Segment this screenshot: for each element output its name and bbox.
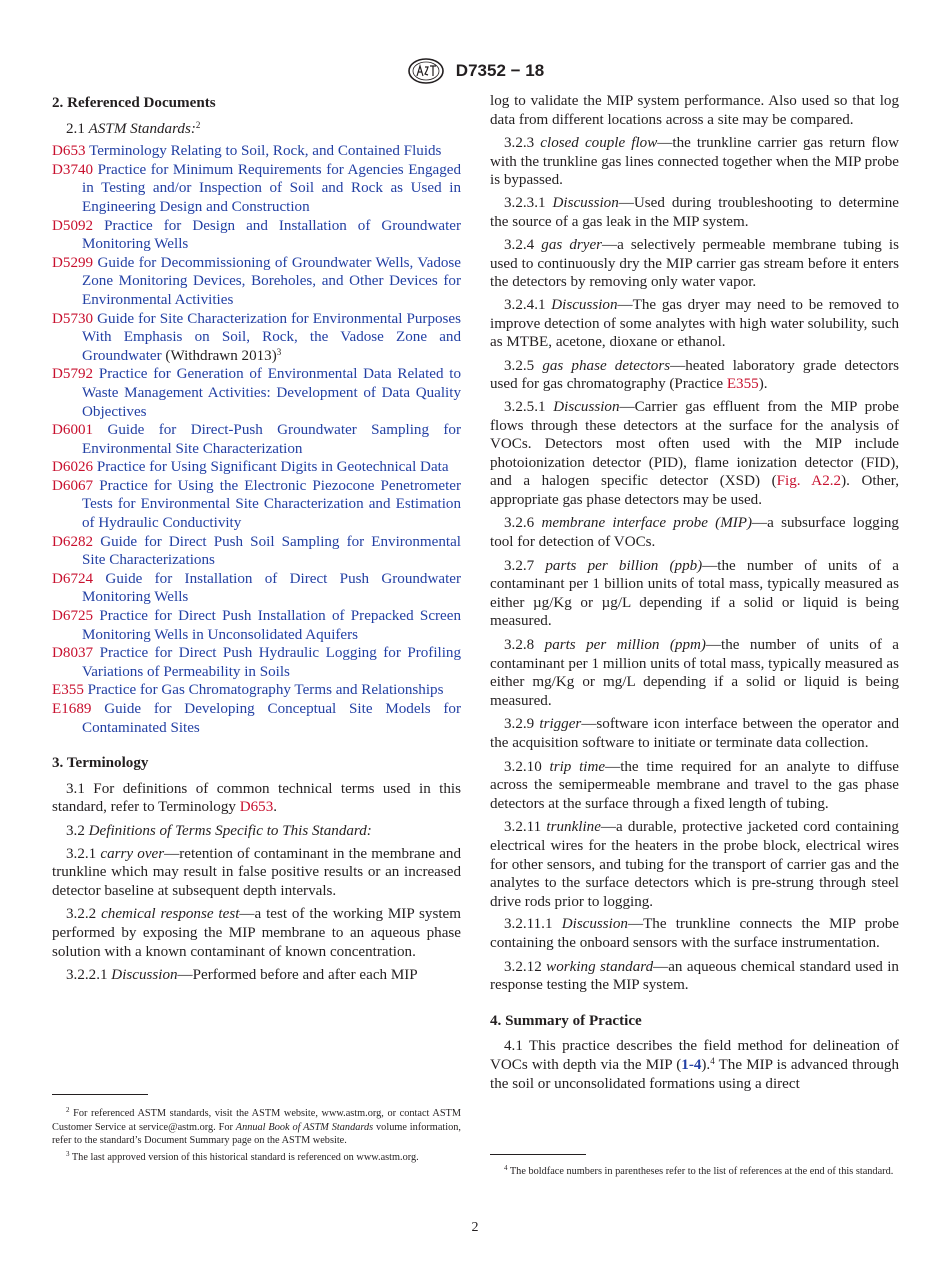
standard-designation: D7352 − 18 (455, 61, 545, 80)
reference-item (52, 421, 461, 458)
definition-3-2-2-1-continued: log to validate the MIP system performance. Also used so that log data from different locations across a site may be compared. (490, 93, 899, 128)
right-column (490, 92, 899, 1097)
footnote-mark: 4 (710, 1055, 715, 1066)
reference-code-link[interactable]: E1689 (52, 701, 92, 717)
definition-3-2-5-1: 3.2.5.1 Discussion—Carrier gas effluent from the MIP probe flows through these detectors at the surface for the analysis of VOCs. Detectors most often used with the MIP include photoionization detector (PID), flame ionization detector (FID), and a halogen specific detector (XSD) (Fig. A2.2). Other, appropriate gas phase detectors may be used. (490, 398, 899, 508)
page-number: 2 (471, 1220, 479, 1235)
footnote-2: $^2$ For referenced ASTM standards, visit the ASTM website, www.astm.org, or contact ASTM Customer Service at service@astm.org. For Annual Book of ASTM Standards volume information, refer to the standard’s Document Summary page on the ASTM website. (52, 1106, 462, 1146)
withdrawn-note: (Withdrawn 2013) (165, 347, 277, 364)
definition-3-2-2: 3.2.2 chemical response test—a test of the working MIP system performed by exposing the MIP membrane to an aqueous phase solution with a known contaminant of known concentration. (52, 906, 461, 960)
reference-title-link[interactable]: Practice for Design and Installation of Groundwater Monitoring Wells (82, 217, 462, 253)
footnote-4: $^4$ The boldface numbers in parentheses refer to the list of references at the end of this standard. (504, 1164, 894, 1177)
reference-item (52, 458, 461, 477)
reference-code-link[interactable]: D6724 (52, 570, 94, 587)
reference-code-link[interactable]: D8037 (52, 645, 94, 662)
left-column (52, 92, 461, 989)
section-heading-summary-of-practice: 4. Summary of Practice (490, 1012, 642, 1029)
definition-3-2-9: 3.2.9 trigger—software icon interface between the operator and the acquisition software to initiate or terminate data collection. (490, 716, 899, 751)
footnote-divider (490, 1154, 586, 1155)
practice-e355-link[interactable]: E355 (726, 376, 759, 393)
definition-3-2-4-1: 3.2.4.1 Discussion—The gas dryer may need to be removed to improve detection of some analytes with high water solubility, such as MTBE, acetone, dioxane or ethanol. (490, 296, 899, 351)
reference-code-link[interactable]: D5792 (52, 366, 94, 383)
reference-title-link[interactable]: Practice for Direct Push Hydraulic Logging for Profiling Variations of Permeability in Soils (82, 645, 461, 680)
terminology-link[interactable]: D653 (239, 799, 274, 816)
reference-code-link[interactable]: E355 (52, 682, 84, 699)
reference-item (52, 142, 461, 161)
reference-item (52, 644, 461, 681)
paragraph-4-1: 4.1 This practice describes the field method for delineation of VOCs with depth via the MIP (1-4).$^4$ The MIP is advanced through the soil or unconsolidated formations using a direct (490, 1038, 899, 1092)
reference-item (52, 310, 461, 366)
definition-3-2-3: 3.2.3 closed couple flow—the trunkline carrier gas return flow with the trunkline gas lines connected together when the MIP probe is bypassed. (490, 135, 900, 189)
reference-item (52, 161, 461, 217)
reference-title-link[interactable]: Practice for Generation of Environmental Data Related to Waste Management Activities: Development of Data Quality Objectives (82, 366, 461, 420)
definition-3-2-7: 3.2.7 parts per billion (ppb)—the number of units of a contaminant per 1 billion units of total mass, typically measured as either µg/Kg or µg/L depending if a solid or liquid is being measured. (490, 557, 899, 630)
reference-code-link[interactable]: D5092 (52, 217, 94, 234)
reference-item (52, 254, 461, 310)
definition-3-2-3-1: 3.2.3.1 Discussion—Used during troubleshooting to determine the source of a gas leak in the MIP system. (490, 194, 899, 230)
reference-title-link[interactable]: Guide for Direct-Push Groundwater Sampling for Environmental Site Characterization (82, 422, 461, 457)
reference-title-link[interactable]: Practice for Direct Push Installation of Prepacked Screen Monitoring Wells in Unconsolidated Aquifers (82, 608, 461, 643)
reference-item (52, 700, 461, 737)
footnote-mark: 3 (276, 346, 282, 357)
definition-3-2-1: 3.2.1 carry over—retention of contaminant in the membrane and trunkline which may result in false positive results or an increased detector baseline at subsequent depth intervals. (52, 845, 461, 899)
footnotes-left (52, 1104, 461, 1164)
definition-3-2-11-1: 3.2.11.1 Discussion—The trunkline connects the MIP probe containing the onboard sensors with the surface instrumentation. (490, 916, 899, 951)
definition-3-2-5: 3.2.5 gas phase detectors—heated laboratory grade detectors used for gas chromatography (Practice E355). (490, 357, 900, 393)
reference-title-link[interactable]: Terminology Relating to Soil, Rock, and Contained Fluids (89, 143, 442, 160)
reference-title-link[interactable]: Practice for Gas Chromatography Terms and Relationships (87, 682, 444, 699)
definition-3-2-8: 3.2.8 parts per million (ppm)—the number of units of a contaminant per 1 million units of total mass, typically measured as either mg/Kg or mg/L depending if a solid or liquid is being measured. (490, 637, 899, 709)
reference-title-link[interactable]: Guide for Direct Push Soil Sampling for Environmental Site Characterizations (82, 533, 461, 569)
reference-code-link[interactable]: D6282 (52, 533, 94, 550)
reference-title-link[interactable]: Practice for Using Significant Digits in Geotechnical Data (96, 459, 449, 476)
reference-item (52, 365, 461, 421)
reference-range-link[interactable]: 1-4 (681, 1056, 702, 1073)
reference-code-link[interactable]: D6026 (52, 459, 94, 476)
reference-title-link[interactable]: Guide for Site Characterization for Environmental Purposes With Emphasis on Soil, Rock, the Vadose Zone and Groundwater (82, 310, 461, 364)
reference-code-link[interactable]: D6001 (52, 422, 94, 439)
reference-item (52, 533, 461, 570)
paragraph-3-2: 3.2 Definitions of Terms Specific to This Standard: (66, 822, 372, 839)
section-heading-terminology: 3. Terminology (52, 755, 149, 772)
definition-3-2-11: 3.2.11 trunkline—a durable, protective jacketed cord containing electrical wires for the heaters in the probe block, electrical wires for other sensors, and tubing for the transport of carrier gas and the analytes to the surface detectors which is pre-strung through steel drive rods prior to logging. (490, 819, 899, 910)
reference-item (52, 607, 461, 644)
definition-3-2-12: 3.2.12 working standard—an aqueous chemical standard used in response testing the MIP system. (490, 958, 899, 994)
footnote-divider (52, 1094, 148, 1095)
reference-code-link[interactable]: D5299 (52, 254, 94, 271)
reference-code-link[interactable]: D653 (52, 143, 86, 160)
reference-title-link[interactable]: Guide for Decommissioning of Groundwater Wells, Vadose Zone Monitoring Devices, Boreholes, and Other Devices for Environmental Activities (82, 254, 461, 308)
reference-code-link[interactable]: D3740 (52, 161, 94, 178)
section-heading-referenced-documents: 2. Referenced Documents (52, 95, 216, 111)
paragraph-2-1: 2.1 ASTM Standards:$^2$ (66, 119, 201, 137)
reference-title-link[interactable]: Practice for Using the Electronic Piezocone Penetrometer Tests for Environmental Site Characterization and Estimation of Hydraulic Conductivity (82, 477, 462, 532)
reference-code-link[interactable]: D6725 (52, 608, 94, 625)
footnotes-right (490, 1162, 899, 1179)
footnote-3: $^3$ The last approved version of this historical standard is referenced on www.astm.org. (66, 1149, 419, 1163)
definition-3-2-2-1: 3.2.2.1 Discussion—Performed before and after each MIP (66, 967, 418, 984)
definition-3-2-10: 3.2.10 trip time—the time required for an analyte to diffuse across the semipermeable membrane and travel to the gas phase detectors at the surface through a fixed length of tubing. (490, 758, 899, 812)
reference-item (52, 477, 461, 533)
reference-item (52, 217, 461, 254)
definition-3-2-4: 3.2.4 gas dryer—a selectively permeable membrane tubing is used to continuously dry the MIP carrier gas stream before it enters the detectors by removing only water vapor. (490, 237, 899, 291)
figure-link[interactable]: Fig. A2.2 (776, 473, 842, 490)
reference-code-link[interactable]: D6067 (52, 477, 94, 494)
reference-code-link[interactable]: D5730 (52, 310, 94, 327)
page-header (0, 58, 950, 84)
reference-item (52, 570, 461, 607)
astm-logo-icon (406, 58, 446, 84)
definition-3-2-6: 3.2.6 membrane interface probe (MIP)—a subsurface logging tool for detection of VOCs. (490, 515, 899, 551)
reference-title-link[interactable]: Practice for Minimum Requirements for Agencies Engaged in Testing and/or Inspection of Soil and Rock as Used in Engineering Design and Construction (82, 161, 462, 215)
reference-title-link[interactable]: Guide for Installation of Direct Push Groundwater Monitoring Wells (82, 570, 461, 606)
reference-title-link[interactable]: Guide for Developing Conceptual Site Models for Contaminated Sites (82, 701, 461, 736)
paragraph-3-1: 3.1 For definitions of common technical terms used in this standard, refer to Terminology D653. (52, 780, 461, 816)
reference-item (52, 681, 461, 700)
